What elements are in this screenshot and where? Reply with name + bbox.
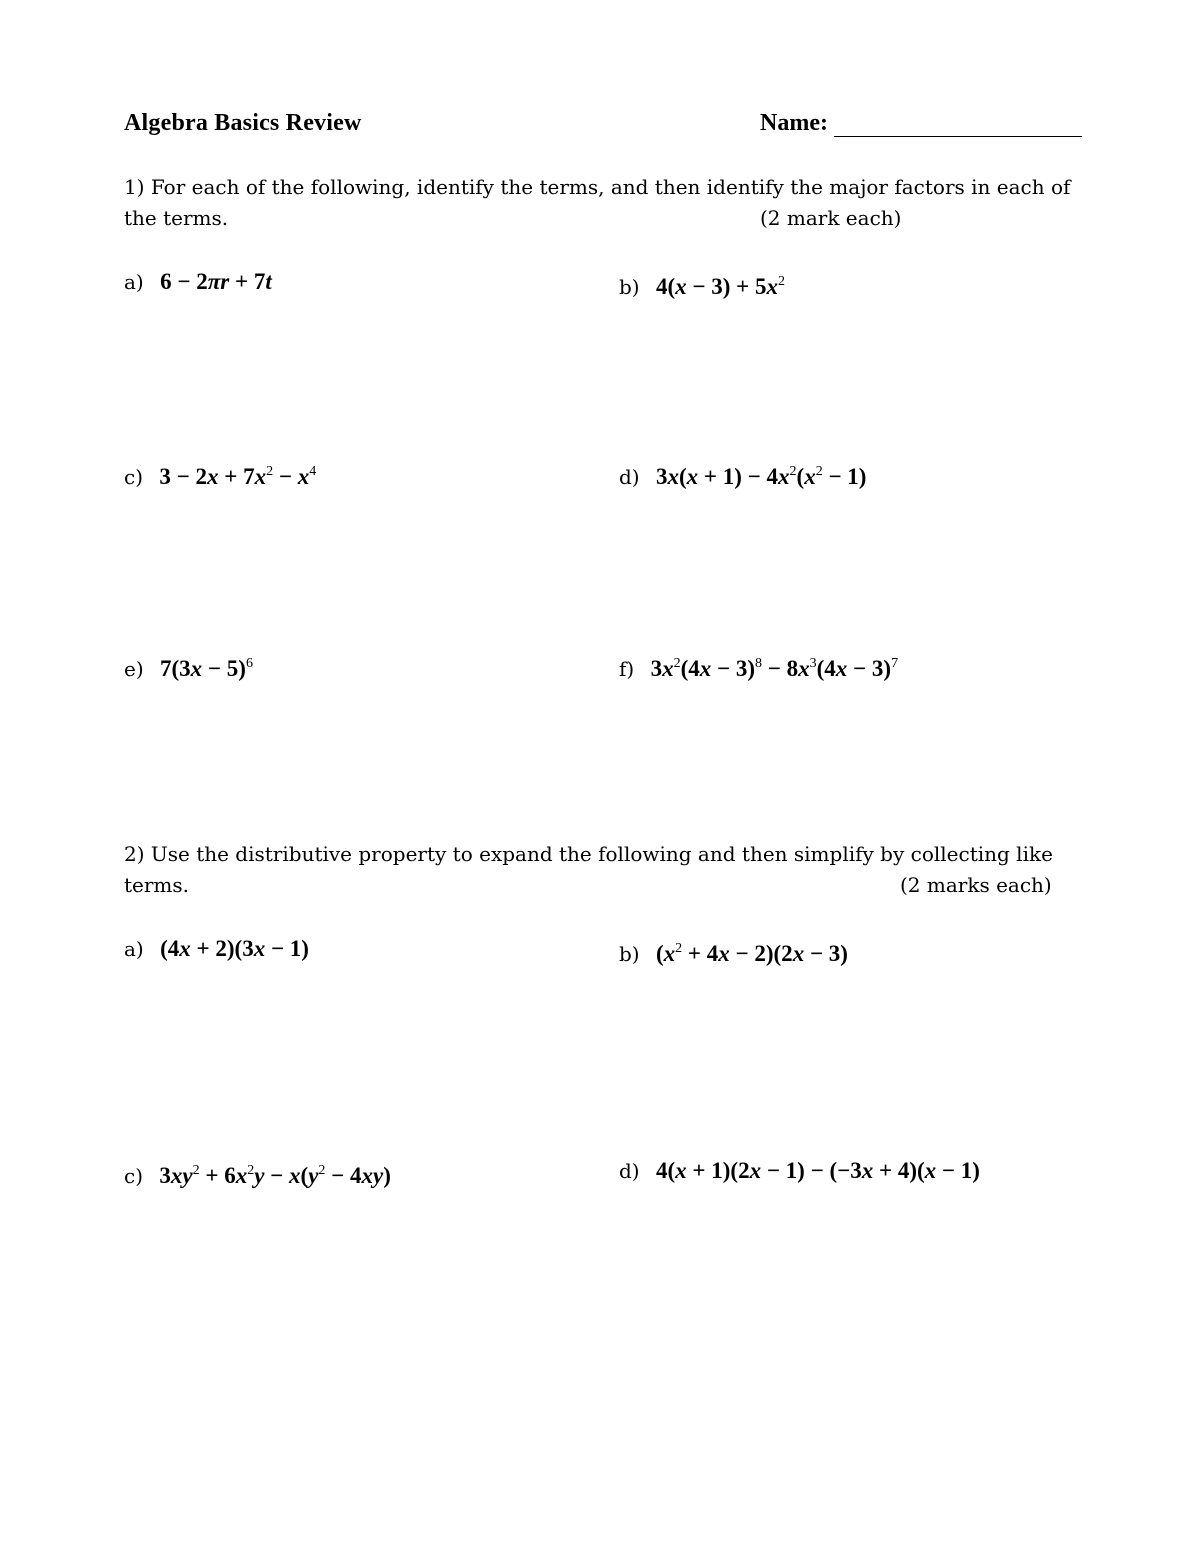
math-expression: $3xy^2 + 6x^2y - x(y^2 - 4xy)$ xyxy=(159,1163,391,1188)
math-expression: (4x + 2)(3x − 1) xyxy=(160,936,309,961)
math-expression: $7(3x - 5)^6$ xyxy=(160,656,253,681)
question-1-instructions xyxy=(124,172,1084,234)
worksheet-title: Algebra Basics Review xyxy=(124,110,362,136)
question-2-line-2-row xyxy=(124,870,1084,901)
math-expression: $3 - 2x + 7x^2 - x^4$ xyxy=(159,464,317,489)
q1-item-a xyxy=(124,268,272,296)
q2-item-d xyxy=(619,1157,980,1185)
math-expression: 4(x + 1)(2x − 1) − (−3x + 4)(x − 1) xyxy=(655,1158,980,1183)
question-2-line-1: 2) Use the distributive property to expand the following and then simplify by collecting like xyxy=(124,842,1053,866)
q1-item-d xyxy=(619,458,866,491)
item-label: b) xyxy=(619,275,640,299)
name-label: Name: xyxy=(760,110,828,136)
item-label: a) xyxy=(124,270,144,294)
math-expression: $(x^2 + 4x - 2)(2x - 3)$ xyxy=(655,941,848,966)
q2-item-a xyxy=(124,935,309,963)
q1-item-b xyxy=(619,268,785,301)
item-label: b) xyxy=(619,942,640,966)
math-expression: $4(x - 3) + 5x^2$ xyxy=(655,274,786,299)
question-1-line-1: 1) For each of the following, identify the terms, and then identify the major factors in each of xyxy=(124,175,1071,199)
question-2-line-2: terms. xyxy=(124,873,190,897)
question-1-marks: (2 mark each) xyxy=(760,206,902,230)
item-label: d) xyxy=(619,465,640,489)
item-label: d) xyxy=(619,1159,640,1183)
question-2-marks: (2 marks each) xyxy=(900,873,1052,897)
q1-item-e xyxy=(124,650,253,683)
question-1-line-2-row xyxy=(124,203,1084,234)
q2-item-c xyxy=(124,1157,391,1190)
question-1-line-2: the terms. xyxy=(124,206,229,230)
item-label: f) xyxy=(619,657,635,681)
item-label: c) xyxy=(124,1164,144,1188)
name-field-group xyxy=(760,110,1082,137)
q2-item-b xyxy=(619,935,848,968)
item-label: a) xyxy=(124,937,144,961)
question-2-instructions xyxy=(124,839,1084,901)
math-expression: 6 − 2πr + 7t xyxy=(160,269,272,294)
math-expression: $3x(x + 1) - 4x^2(x^2 - 1)$ xyxy=(655,464,867,489)
item-label: c) xyxy=(124,465,144,489)
q1-item-f xyxy=(619,650,898,683)
math-expression: $3x^2(4x - 3)^8 - 8x^3(4x - 3)^7$ xyxy=(650,656,899,681)
name-blank-line[interactable] xyxy=(834,112,1082,137)
q1-item-c xyxy=(124,458,316,491)
item-label: e) xyxy=(124,657,144,681)
